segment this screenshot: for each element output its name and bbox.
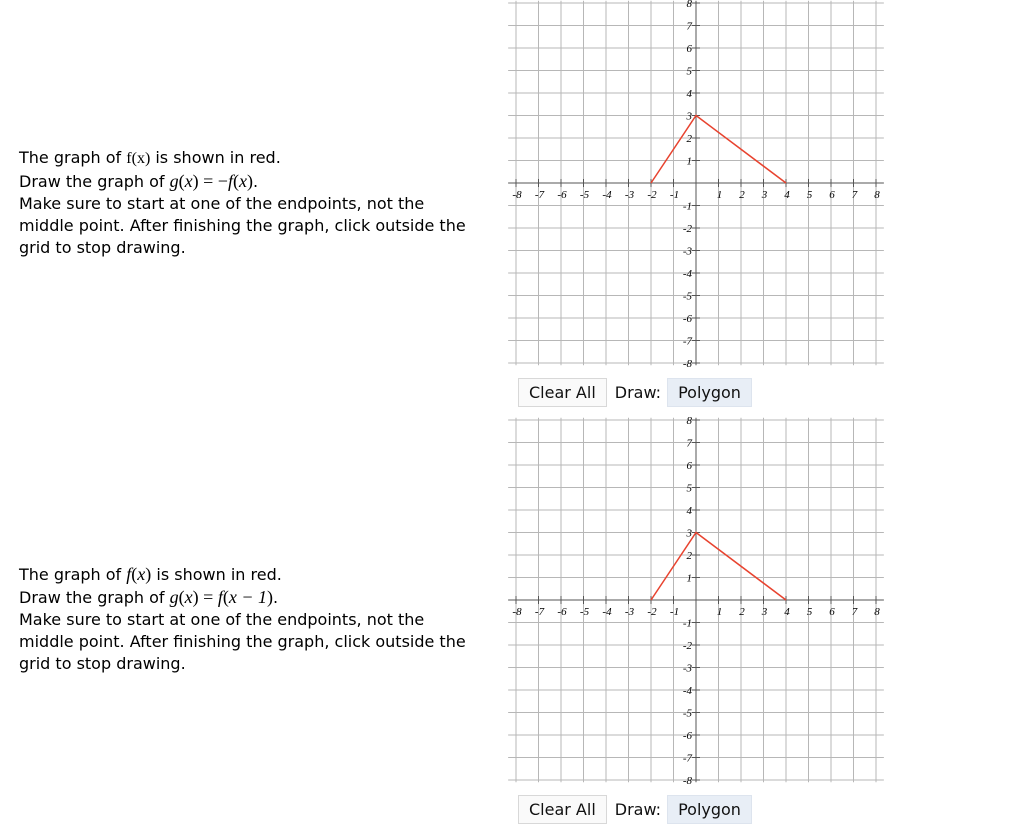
y-tick-label: 4 (686, 505, 692, 517)
x-tick-label: -7 (534, 189, 545, 201)
y-tick-label: 4 (686, 88, 692, 100)
instruction-line-4: middle point. After finishing the graph, click outside the (19, 216, 466, 235)
draw-label: Draw: (614, 383, 662, 402)
instruction-line-2: Draw the graph of g(x) = −f(x). (19, 171, 259, 191)
x-tick-label: 4 (784, 189, 790, 201)
x-tick-label: -2 (647, 606, 657, 618)
instruction-line-5: grid to stop drawing. (19, 654, 186, 673)
x-tick-label: -5 (579, 189, 590, 201)
graph-grid[interactable] (508, 417, 886, 790)
y-tick-label: -3 (682, 245, 692, 258)
y-tick-label: -1 (682, 617, 692, 630)
clear-all-button[interactable]: Clear All (518, 795, 607, 824)
x-tick-label: -7 (534, 606, 545, 618)
x-tick-label: -3 (624, 189, 635, 201)
x-tick-label: -8 (512, 606, 522, 618)
y-tick-label: 7 (686, 437, 692, 450)
instruction-line-1: The graph of f(x) is shown in red. (19, 564, 282, 584)
x-tick-label: -3 (624, 606, 635, 618)
x-tick-label: 2 (739, 189, 745, 201)
x-tick-label: 4 (784, 606, 790, 618)
formula-f: f(x) (126, 564, 152, 584)
y-tick-label: -5 (682, 290, 692, 303)
y-tick-label: 7 (686, 20, 692, 33)
instruction-line-1: The graph of f(x) is shown in red. (19, 148, 281, 167)
x-tick-label: -8 (512, 189, 522, 201)
graph-toolbar (518, 795, 752, 824)
x-tick-label: -6 (557, 189, 567, 201)
y-tick-label: 1 (686, 572, 692, 585)
function-f: f(x) (126, 150, 151, 167)
x-tick-label: -4 (602, 189, 612, 201)
instruction-line-2: Draw the graph of g(x) = f(x − 1). (19, 587, 279, 607)
x-tick-label: 3 (761, 606, 768, 618)
x-tick-label: 5 (806, 606, 813, 618)
y-tick-label: 8 (686, 415, 692, 427)
y-tick-label: 6 (686, 43, 692, 55)
x-tick-label: -4 (602, 606, 612, 618)
problem-1 (0, 0, 1024, 412)
x-tick-label: -2 (647, 189, 657, 201)
y-tick-label: -4 (682, 268, 692, 280)
x-tick-label: -1 (669, 189, 680, 201)
y-tick-label: -6 (682, 313, 692, 325)
y-tick-label: 3 (686, 527, 692, 540)
instructions (19, 147, 489, 259)
x-tick-label: 5 (806, 189, 813, 201)
graph-grid[interactable] (508, 0, 886, 373)
y-tick-label: -6 (682, 730, 692, 742)
x-tick-label: 8 (874, 606, 880, 618)
y-tick-label: -3 (682, 662, 692, 675)
clear-all-button[interactable]: Clear All (518, 378, 607, 407)
y-tick-label: -1 (682, 200, 692, 213)
y-tick-label: 6 (686, 460, 692, 472)
x-tick-label: 3 (761, 189, 768, 201)
x-tick-label: 8 (874, 189, 880, 201)
graph-toolbar (518, 378, 752, 407)
y-tick-label: -4 (682, 685, 692, 697)
x-tick-label: 6 (829, 189, 835, 201)
instruction-line-4: middle point. After finishing the graph, click outside the (19, 632, 466, 651)
instructions (19, 563, 489, 675)
instruction-line-3: Make sure to start at one of the endpoints, not the (19, 194, 425, 213)
y-tick-label: 2 (686, 133, 692, 145)
y-tick-label: -7 (682, 752, 692, 765)
formula-g: g(x) = f(x − 1) (169, 587, 273, 607)
x-tick-label: 7 (851, 606, 858, 618)
y-tick-label: 5 (686, 65, 692, 78)
y-tick-label: 2 (686, 550, 692, 562)
y-tick-label: -7 (682, 335, 692, 348)
x-tick-label: -6 (557, 606, 567, 618)
y-tick-label: 5 (686, 482, 692, 495)
y-tick-label: 3 (686, 110, 692, 123)
polygon-tool-button[interactable]: Polygon (667, 378, 752, 407)
y-tick-label: 8 (686, 0, 692, 10)
x-tick-label: 1 (716, 189, 723, 201)
polygon-tool-button[interactable]: Polygon (667, 795, 752, 824)
instruction-line-3: Make sure to start at one of the endpoints, not the (19, 610, 425, 629)
y-tick-label: -2 (682, 640, 692, 652)
x-tick-label: 7 (851, 189, 858, 201)
draw-label: Draw: (614, 800, 662, 819)
x-tick-label: 1 (716, 606, 723, 618)
y-tick-label: -5 (682, 707, 692, 720)
x-tick-label: 2 (739, 606, 745, 618)
x-tick-label: -1 (669, 606, 680, 618)
formula-g: g(x) = −f(x) (169, 171, 253, 191)
y-tick-label: -2 (682, 223, 692, 235)
y-tick-label: 1 (686, 155, 692, 168)
x-tick-label: 6 (829, 606, 835, 618)
instruction-line-5: grid to stop drawing. (19, 238, 186, 257)
y-tick-label: -8 (682, 358, 692, 370)
problem-2 (0, 417, 1024, 829)
y-tick-label: -8 (682, 775, 692, 787)
x-tick-label: -5 (579, 606, 590, 618)
